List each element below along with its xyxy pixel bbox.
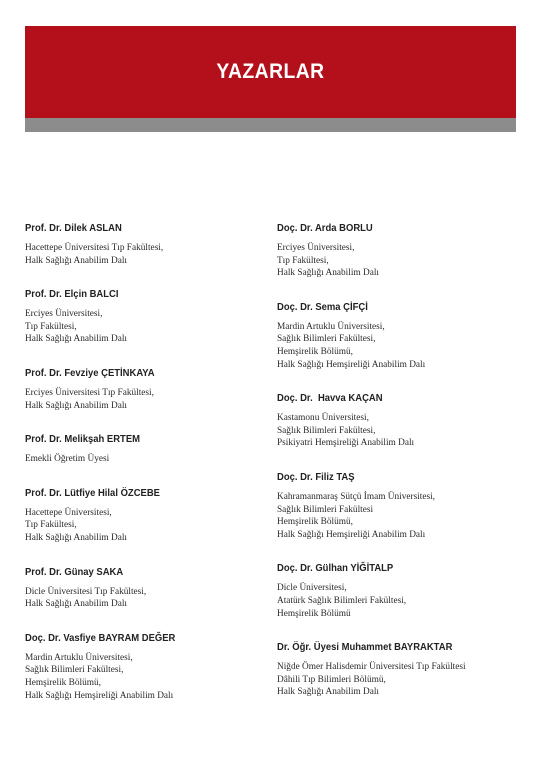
author-entry	[277, 222, 527, 280]
author-affiliation	[277, 661, 527, 699]
author-name: Doç. Dr. Filiz TAŞ	[277, 470, 355, 483]
affiliation-line: Hemşirelik Bölümü,	[277, 346, 353, 357]
author-entry	[25, 222, 275, 267]
author-affiliation	[25, 387, 275, 412]
author-affiliation	[25, 507, 275, 545]
author-affiliation	[277, 242, 527, 280]
affiliation-line: Sağlık Bilimleri Fakültesi,	[25, 665, 124, 676]
affiliation-line: Erciyes Üniversitesi,	[25, 309, 103, 320]
author-name: Doç. Dr. Sema ÇİFÇİ	[277, 300, 368, 313]
author-name: Doç. Dr. Vasfiye BAYRAM DEĞER	[25, 631, 176, 644]
author-entry	[25, 487, 275, 545]
affiliation-line: Tıp Fakültesi,	[25, 520, 77, 531]
author-entry	[277, 471, 527, 541]
affiliation-line: Niğde Ömer Halisdemir Üniversitesi Tıp Fakültesi	[277, 662, 466, 673]
author-affiliation	[25, 308, 275, 346]
affiliation-line: Emekli Öğretim Üyesi	[25, 454, 110, 465]
affiliation-line: Hacettepe Üniversitesi,	[25, 507, 112, 518]
author-entry	[25, 632, 275, 702]
affiliation-line: Kahramanmaraş Sütçü İmam Üniversitesi,	[277, 491, 436, 502]
affiliation-line: Halk Sağlığı Hemşireliği Anabilim Dalı	[25, 690, 174, 701]
author-affiliation	[277, 582, 527, 620]
author-entry	[277, 641, 527, 699]
affiliation-line: Halk Sağlığı Hemşireliği Anabilim Dalı	[277, 529, 426, 540]
affiliation-line: Halk Sağlığı Anabilim Dalı	[25, 400, 127, 411]
author-name: Dr. Öğr. Üyesi Muhammet BAYRAKTAR	[277, 641, 453, 654]
author-name: Prof. Dr. Dilek ASLAN	[25, 222, 122, 234]
author-affiliation	[25, 242, 275, 267]
right-author-column	[277, 222, 527, 699]
author-affiliation	[25, 652, 275, 702]
affiliation-line: Halk Sağlığı Hemşireliği Anabilim Dalı	[277, 359, 426, 370]
affiliation-line: Mardin Artuklu Üniversitesi,	[25, 652, 133, 663]
author-affiliation	[277, 321, 527, 371]
affiliation-line: Sağlık Bilimleri Fakültesi,	[277, 425, 376, 436]
author-entry	[25, 288, 275, 346]
author-name: Doç. Dr. Arda BORLU	[277, 222, 373, 234]
affiliation-line: Atatürk Sağlık Bilimleri Fakültesi,	[277, 595, 407, 606]
author-entry	[25, 433, 275, 466]
author-name: Prof. Dr. Günay SAKA	[25, 565, 124, 578]
affiliation-line: Mardin Artuklu Üniversitesi,	[277, 321, 385, 332]
affiliation-line: Sağlık Bilimleri Fakültesi,	[277, 334, 376, 345]
author-name: Doç. Dr. Gülhan YİĞİTALP	[277, 562, 394, 575]
header-divider-bar	[25, 118, 516, 132]
author-entry	[277, 392, 527, 450]
affiliation-line: Halk Sağlığı Anabilim Dalı	[25, 255, 127, 266]
affiliation-line: Hemşirelik Bölümü,	[277, 517, 353, 528]
author-affiliation	[25, 586, 275, 611]
affiliation-line: Halk Sağlığı Anabilim Dalı	[25, 532, 127, 543]
affiliation-line: Kastamonu Üniversitesi,	[277, 413, 369, 424]
page-title: YAZARLAR	[216, 60, 325, 83]
author-affiliation	[277, 491, 527, 541]
affiliation-line: Hemşirelik Bölümü,	[25, 677, 101, 688]
title-banner	[25, 26, 516, 118]
author-entry	[25, 367, 275, 412]
affiliation-line: Erciyes Üniversitesi Tıp Fakültesi,	[25, 387, 154, 398]
affiliation-line: Sağlık Bilimleri Fakültesi	[277, 504, 374, 515]
affiliation-line: Halk Sağlığı Anabilim Dalı	[25, 334, 127, 345]
author-name: Prof. Dr. Melikşah ERTEM	[25, 433, 141, 446]
affiliation-line: Hacettepe Üniversitesi Tıp Fakültesi,	[25, 243, 164, 253]
left-author-column	[25, 222, 275, 702]
author-name: Prof. Dr. Fevziye ÇETİNKAYA	[25, 366, 155, 379]
affiliation-line: Halk Sağlığı Anabilim Dalı	[25, 599, 127, 610]
author-entry	[25, 566, 275, 611]
affiliation-line: Psikiyatri Hemşireliği Anabilim Dalı	[277, 438, 415, 449]
affiliation-line: Tıp Fakültesi,	[277, 255, 329, 266]
affiliation-line: Halk Sağlığı Anabilim Dalı	[277, 268, 379, 279]
author-entry	[277, 562, 527, 620]
affiliation-line: Tıp Fakültesi,	[25, 321, 77, 332]
affiliation-line: Dicle Üniversitesi,	[277, 583, 347, 594]
affiliation-line: Erciyes Üniversitesi,	[277, 243, 355, 253]
affiliation-line: Hemşirelik Bölümü	[277, 608, 351, 619]
author-name: Prof. Dr. Lütfiye Hilal ÖZCEBE	[25, 486, 160, 499]
author-affiliation	[25, 453, 275, 466]
author-name: Prof. Dr. Elçin BALCI	[25, 288, 119, 301]
affiliation-line: Dâhili Tıp Bilimleri Bölümü,	[277, 674, 386, 685]
author-entry	[277, 301, 527, 371]
affiliation-line: Halk Sağlığı Anabilim Dalı	[277, 687, 379, 698]
author-affiliation	[277, 412, 527, 450]
affiliation-line: Dicle Üniversitesi Tıp Fakültesi,	[25, 586, 147, 597]
author-name: Doç. Dr. Havva KAÇAN	[277, 392, 383, 405]
